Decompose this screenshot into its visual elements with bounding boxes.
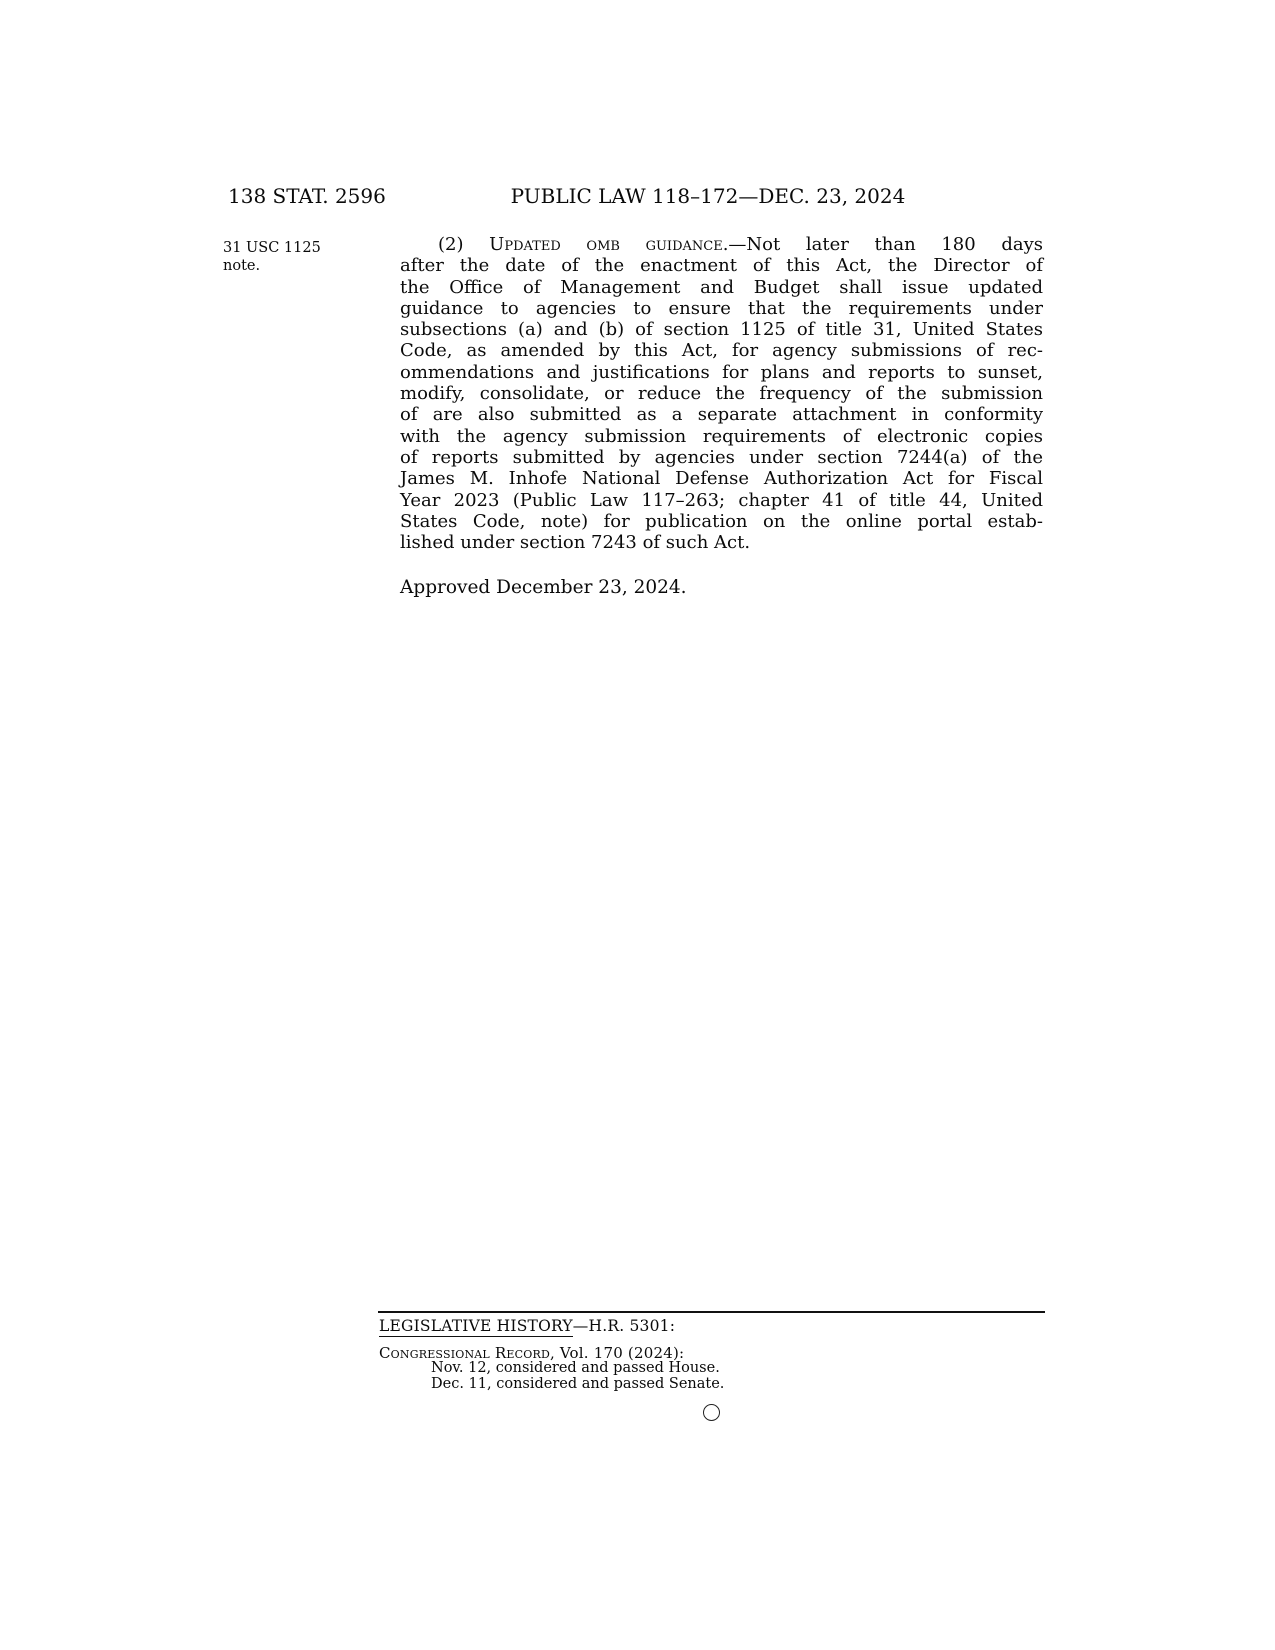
body-text-line: Code, as amended by this Act, for agency submissions of rec- (400, 340, 1043, 362)
statute-paragraph (400, 234, 1043, 553)
body-text-line: of reports submitted by agencies under section 7244(a) of the (400, 446, 1043, 468)
body-text-line: Year 2023 (Public Law 117–263; chapter 41 of title 44, United (400, 489, 1043, 511)
body-text-line: James M. Inhofe National Defense Authorization Act for Fiscal (400, 468, 1043, 490)
body-text-line: ommendations and justifications for plans and reports to sunset, (400, 361, 1043, 383)
body-text-first-line (400, 234, 1043, 255)
congressional-record-volume: , Vol. 170 (2024): (549, 1344, 685, 1362)
body-text-line: modify, consolidate, or reduce the frequency of the submission (400, 383, 1043, 405)
paragraph-heading-rest: .—Not later than 180 days (722, 234, 1043, 255)
approval-line: Approved December 23, 2024. (400, 577, 687, 598)
body-text-line: after the date of the enactment of this Act, the Director of (400, 255, 1043, 277)
running-head-public-law: PUBLIC LAW 118–172—DEC. 23, 2024 (510, 184, 906, 208)
body-text-last-line: lished under section 7243 of such Act. (400, 532, 751, 554)
margin-note-line: note. (223, 257, 261, 274)
body-text-line: of are also submitted as a separate attachment in conformity (400, 404, 1043, 426)
body-text-line: the Office of Management and Budget shall issue updated (400, 276, 1043, 298)
margin-note-usc (223, 240, 363, 275)
congressional-record-label: Congressional Record (379, 1344, 550, 1362)
page-stat-number: 138 STAT. 2596 (228, 184, 386, 208)
legislative-history-label: LEGISLATIVE HISTORY (379, 1317, 573, 1335)
body-text-line: guidance to agencies to ensure that the requirements under (400, 297, 1043, 319)
body-text-lines (400, 255, 1043, 532)
legislative-history-bill: —H.R. 5301: (572, 1317, 676, 1335)
body-text-line: subsections (a) and (b) of section 1125 of title 31, United States (400, 319, 1043, 341)
body-text-line: States Code, note) for publication on the online portal estab- (400, 510, 1043, 532)
margin-note-line: 31 USC 1125 (223, 240, 321, 256)
legislative-history-title (379, 1317, 675, 1335)
paragraph-heading: Updated omb guidance (489, 234, 723, 255)
history-entry: Dec. 11, considered and passed Senate. (431, 1375, 725, 1392)
legislative-history-rule (378, 1311, 1045, 1313)
end-of-law-circle-mark (703, 1404, 720, 1421)
body-text-line: with the agency submission requirements of electronic copies (400, 425, 1043, 447)
legislative-history-entries (431, 1361, 724, 1393)
history-entry: Nov. 12, considered and passed House. (431, 1360, 720, 1376)
paragraph-number: (2) (438, 234, 490, 255)
